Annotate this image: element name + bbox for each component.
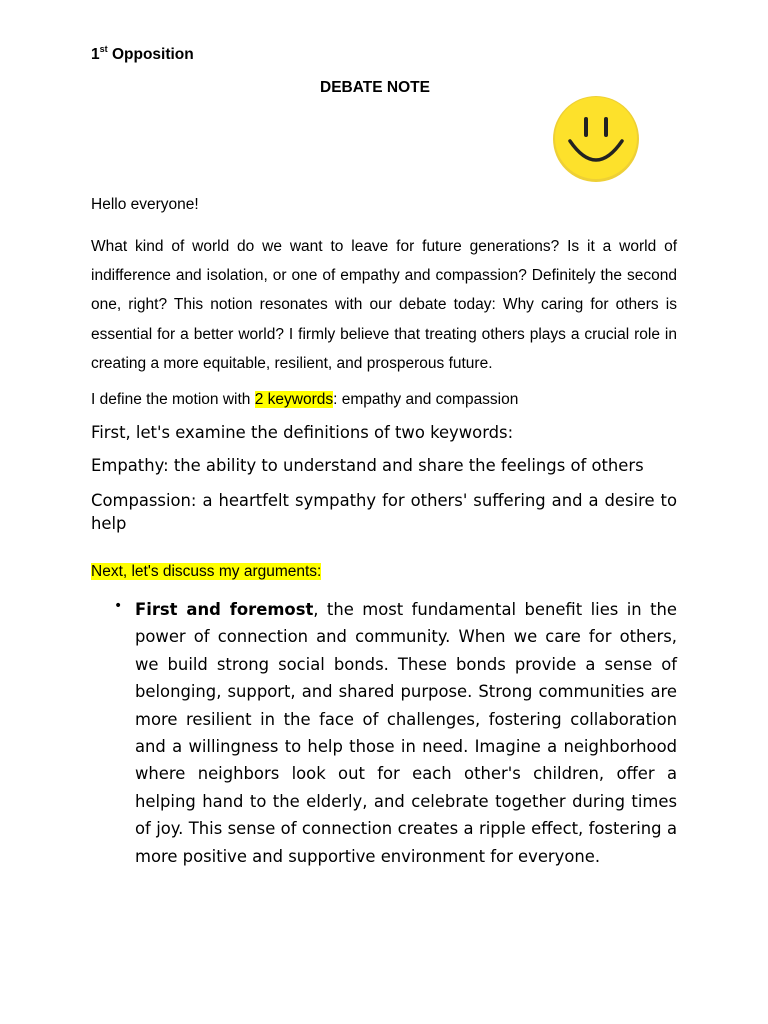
- role-number: 1: [91, 46, 100, 63]
- define-suffix: : empathy and compassion: [333, 391, 519, 408]
- compassion-definition: Compassion: a heartfelt sympathy for others' suffering and a desire to help: [91, 491, 677, 533]
- keywords-highlight: 2 keywords: [254, 391, 334, 408]
- smiley-face-icon: [552, 95, 640, 183]
- arguments-heading-highlight: Next, let's discuss my arguments:: [91, 563, 322, 580]
- empathy-definition: Empathy: the ability to understand and share the feelings of others: [91, 456, 644, 475]
- role-label: Opposition: [111, 46, 194, 63]
- document-title: DEBATE NOTE: [320, 79, 430, 96]
- greeting: Hello everyone!: [91, 196, 199, 213]
- bullet-icon: •: [114, 598, 123, 614]
- argument-item: [135, 596, 677, 870]
- motion-definition: [91, 391, 518, 409]
- definitions-intro: First, let's examine the definitions of two keywords:: [91, 423, 514, 442]
- intro-paragraph: What kind of world do we want to leave for future generations? Is it a world of indifference and isolation, or one of empathy and compassion? Definitely the second one, right? This notion resonates with our debate today: Why caring for others is essential for a better world? I firmly believe that treating others plays a crucial role in creating a more equitable, resilient, and prosperous future.: [91, 238, 677, 372]
- arguments-heading: [91, 563, 321, 581]
- define-prefix: I define the motion with: [91, 391, 255, 408]
- speaker-role: [91, 46, 194, 64]
- argument-text: , the most fundamental benefit lies in the power of connection and community. When we care for others, we build strong social bonds. These bonds provide a sense of belonging, support, and shared purpose. Strong communities are more resilient in the face of challenges, fostering collaboration and a willingness to help those in need. Imagine a neighborhood where neighbors look out for each other's children, offer a helping hand to the elderly, and celebrate together during times of joy. This sense of connection creates a ripple effect, fostering a more positive and supportive environment for everyone.: [135, 600, 677, 866]
- role-ordinal-suffix: st: [99, 44, 108, 54]
- argument-lead: First and foremost: [135, 600, 314, 619]
